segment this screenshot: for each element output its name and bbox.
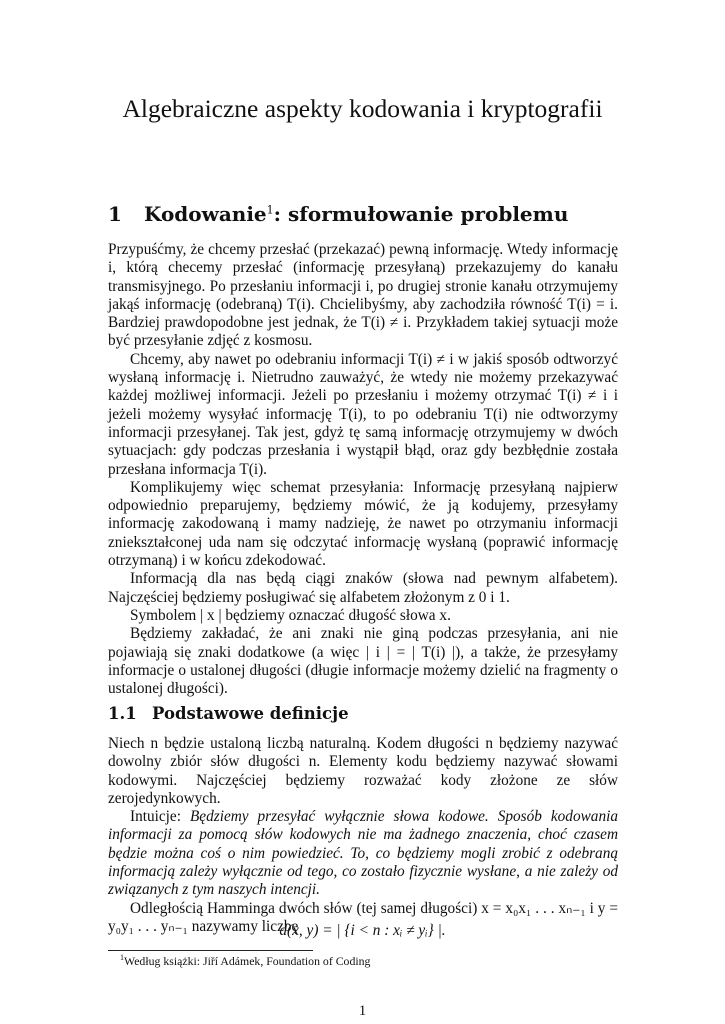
paragraph: Będziemy zakładać, że ani znaki nie giną podczas przesyłania, ani nie pojawiają się znaki dodatkowe (a więc | i | = | T(i) |), a także, że przesyłamy informacje o ustalonej długości (długie informacje możemy dzielić na fragmenty o ustalonej długości). bbox=[108, 625, 618, 698]
intuition-paragraph bbox=[108, 808, 618, 899]
section-1-1-heading bbox=[108, 704, 349, 723]
section-1-1-number: 1.1 bbox=[108, 704, 137, 723]
paragraph: Przypuśćmy, że chcemy przesłać (przekazać) pewną informację. Wtedy informację i, którą checemy przesłać (informację przesyłaną) przekazujemy do kanału transmisyjnego. Po przesłaniu informacji i, po drugiej stronie kanału otrzymujemy jakąś informację (odebraną) T(i). Chcielibyśmy, aby zachodziła równość T(i) = i. Bardziej prawdopodobne jest jednak, że T(i) ≠ i. Przykładem takiej sytuacji może być przesyłanie zdjęć z kosmosu. bbox=[108, 241, 618, 350]
section-1-heading bbox=[108, 202, 568, 226]
section-1-number: 1 bbox=[108, 202, 122, 226]
paragraph: Niech n będzie ustaloną liczbą naturalną. Kodem długości n będziemy nazywać dowolny zbiór słów długości n. Elementy kodu będziemy nazywać słowami kodowymi. Najczęściej będziemy rozważać kody złożone ze słów zerojedynkowych. bbox=[108, 735, 618, 807]
hamming-distance-formula: d(x, y) = | {i < n : xᵢ ≠ yᵢ} |. bbox=[279, 922, 446, 939]
section-1-1-body bbox=[108, 735, 618, 936]
hamming-paragraph: Odległością Hamminga dwóch słów (tej samej długości) x = x₀x₁ . . . xₙ₋₁ i y = y₀y₁ . . . yₙ₋₁ nazywamy liczbę bbox=[108, 899, 618, 935]
paragraph: Komplikujemy więc schemat przesyłania: Informację przesyłaną najpierw odpowiednio preparujemy, będziemy mówić, że ją kodujemy, przesyłamy informację zakodowaną i mamy nadzieję, że nawet po otrzymaniu informacji zniekształconej uda nam się odczytać informację wysłaną (poprawić informację otrzymaną) i w końcu zdekodować. bbox=[108, 478, 618, 570]
section-1-title-rest: : sformułowanie problemu bbox=[273, 202, 569, 226]
page-number: 1 bbox=[358, 1003, 367, 1019]
section-1-title: Kodowanie bbox=[144, 202, 267, 226]
footnote bbox=[120, 953, 370, 969]
section-1-body bbox=[108, 241, 618, 698]
document-title: Algebraiczne aspekty kodowania i kryptografii bbox=[122, 94, 603, 123]
paragraph: Informacją dla nas będą ciągi znaków (słowa nad pewnym alfabetem). Najczęściej będziemy posługiwać się alfabetem złożonym z 0 i 1. bbox=[108, 570, 618, 606]
intuition-text: Będziemy przesyłać wyłącznie słowa kodowe. Sposób kodowania informacji za pomocą słów kodowych nie ma żadnego znaczenia, choć czasem będzie można coś o nim powiedzieć. To, co będziemy mogli zrobić z odebraną informacją zależy wyłącznie od tego, co zostało fizycznie wysłane, a nie zależy od związanych z tym naszych intencji. bbox=[108, 808, 619, 899]
footnote-rule bbox=[108, 950, 313, 951]
footnote-reference[interactable]: 1 bbox=[266, 203, 274, 217]
paragraph: Chcemy, aby nawet po odebraniu informacji T(i) ≠ i w jakiś sposób odtworzyć wysłaną informację i. Nietrudno zauważyć, że wtedy nie możemy przekazywać każdej możliwej informacji. Jeżeli po przesłaniu i możemy otrzymać T(i) ≠ i i jeżeli możemy wysyłać informację T(i), to po odebraniu T(i) nie odtworzymy informacji przesyłanej. Tak jest, gdyż tę samą informację otrzymujemy w dwóch sytuacjach: gdy podczas przesłania i wystąpił błąd, oraz gdy bezbłędnie została przesłana informacja T(i). bbox=[108, 350, 618, 478]
paragraph: Symbolem | x | będziemy oznaczać długość słowa x. bbox=[130, 606, 451, 624]
footnote-text: Według książki: Jiří Adámek, Foundation of Coding bbox=[124, 953, 371, 968]
section-1-1-title: Podstawowe definicje bbox=[152, 704, 349, 723]
footnote-mark: 1 bbox=[120, 953, 124, 962]
intuition-label: Intuicje: bbox=[130, 808, 181, 826]
